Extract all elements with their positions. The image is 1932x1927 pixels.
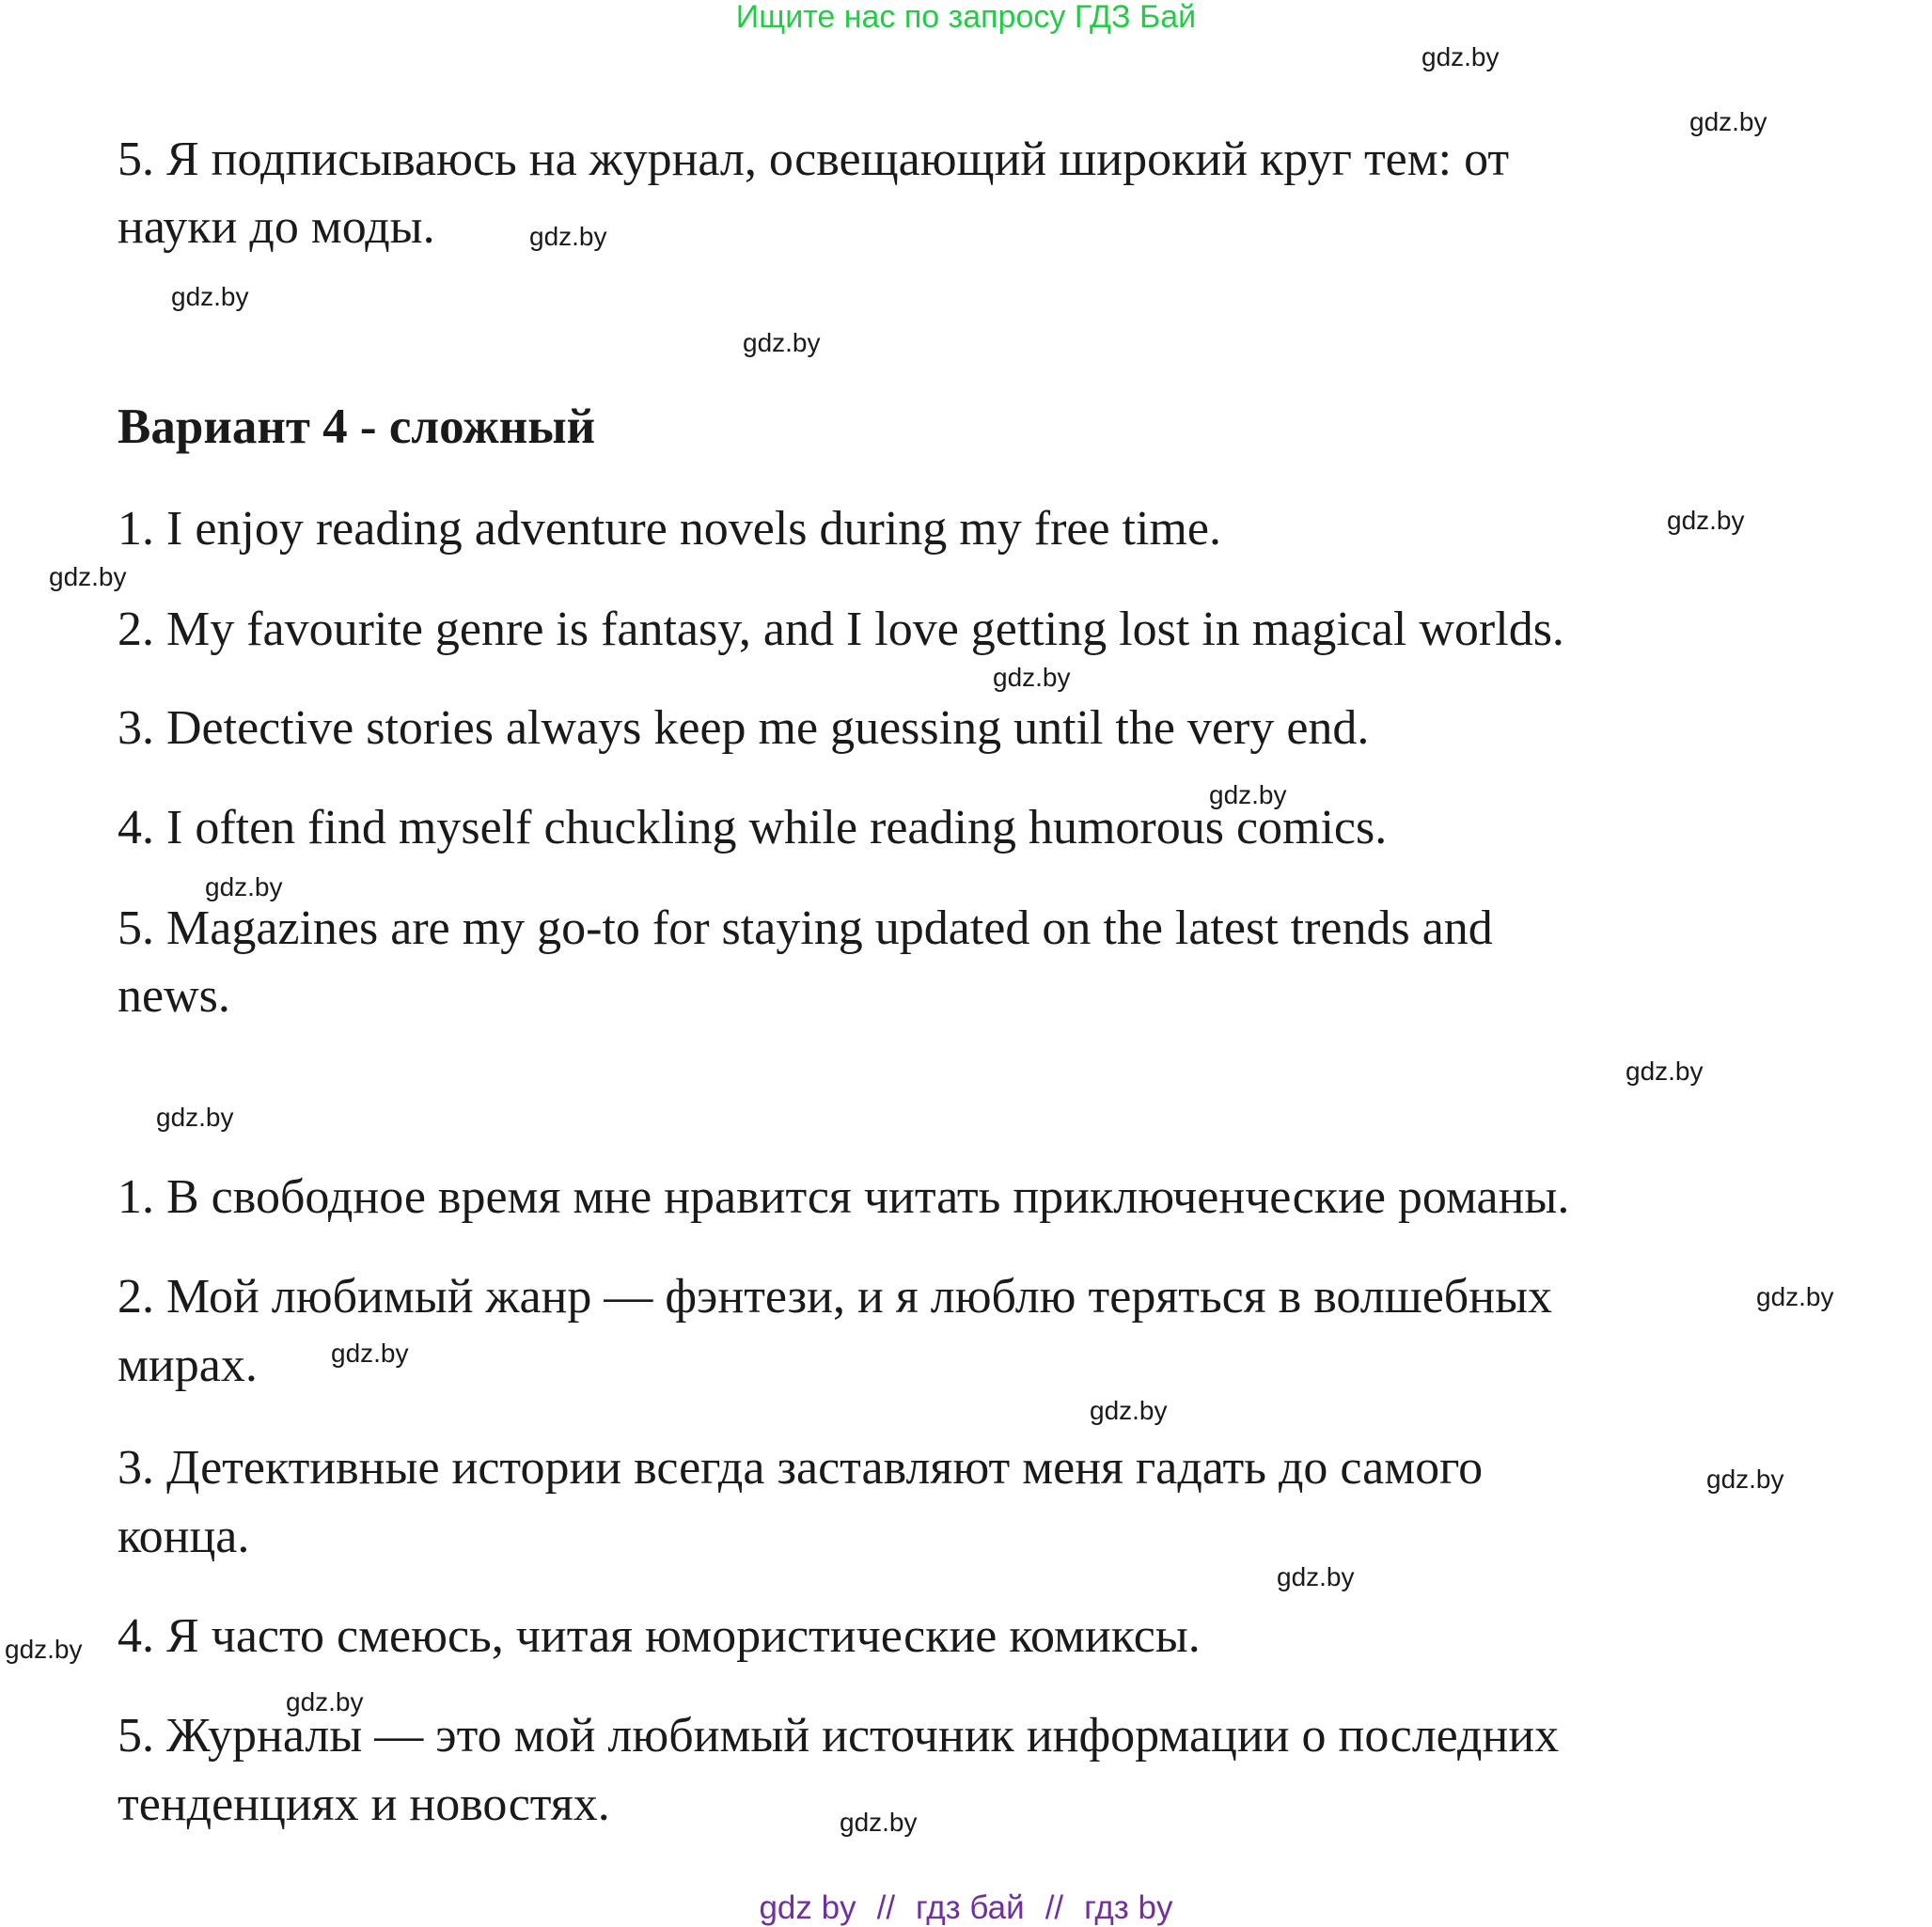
watermark: gdz.by [1667, 506, 1745, 535]
top-banner[interactable]: Ищите нас по запросу ГДЗ Бай [735, 0, 1197, 35]
watermark: gdz.by [286, 1687, 364, 1716]
russian-sentence-5-cont: тенденциях и новостях. [118, 1778, 610, 1831]
watermark: gdz.by [1756, 1282, 1834, 1311]
russian-sentence-1: 1. В свободное время мне нравится читать приключенческие романы. [118, 1170, 1570, 1224]
russian-sentence-5: 5. Журналы — это мой любимый источник информации о последних [118, 1709, 1560, 1762]
watermark: gdz.by [5, 1635, 83, 1664]
english-sentence-2: 2. My favourite genre is fantasy, and I love getting lost in magical worlds. [118, 603, 1564, 656]
russian-sentence-3-cont: конца. [118, 1510, 250, 1563]
watermark: gdz.by [1277, 1562, 1355, 1591]
footer-separator: // [1045, 1889, 1064, 1926]
top-item-line-1: 5. Я подписываюсь на журнал, освещающий широкий круг тем: от [118, 133, 1510, 186]
footer-separator: // [876, 1889, 896, 1926]
watermark: gdz.by [840, 1808, 918, 1837]
russian-sentence-2: 2. Мой любимый жанр — фэнтези, и я люблю теряться в волшебных [118, 1270, 1553, 1324]
russian-sentence-4: 4. Я часто смеюсь, читая юмористические комиксы. [118, 1609, 1201, 1663]
english-sentence-1: 1. I enjoy reading adventure novels during my free time. [118, 502, 1221, 556]
footer-link-gdz-by[interactable]: gdz by [759, 1889, 856, 1926]
watermark: gdz.by [529, 222, 607, 251]
watermark: gdz.by [49, 562, 127, 591]
watermark: gdz.by [156, 1103, 234, 1132]
watermark: gdz.by [1209, 780, 1287, 809]
english-sentence-5: 5. Magazines are my go-to for staying updated on the latest trends and [118, 901, 1493, 955]
footer-link-gdz-by-cyr[interactable]: гдз by [1084, 1889, 1173, 1926]
russian-sentence-3: 3. Детективные истории всегда заставляют меня гадать до самого [118, 1441, 1484, 1495]
watermark: gdz.by [743, 328, 821, 357]
watermark: gdz.by [1422, 42, 1500, 71]
watermark: gdz.by [1706, 1465, 1784, 1494]
watermark: gdz.by [993, 663, 1071, 692]
top-item-line-2: науки до моды. [118, 200, 435, 254]
russian-sentence-2-cont: мирах. [118, 1339, 258, 1392]
section-heading: Вариант 4 - сложный [118, 400, 596, 454]
english-sentence-3: 3. Detective stories always keep me guessing until the very end. [118, 701, 1370, 755]
footer-links [0, 1889, 1932, 1927]
watermark: gdz.by [1626, 1057, 1704, 1086]
watermark: gdz.by [205, 872, 283, 901]
english-sentence-4: 4. I often find myself chuckling while reading humorous comics. [118, 801, 1388, 854]
watermark: gdz.by [171, 282, 249, 311]
footer-link-gdz-bai[interactable]: гдз бай [916, 1889, 1025, 1926]
watermark: gdz.by [331, 1339, 409, 1368]
watermark: gdz.by [1689, 107, 1767, 136]
english-sentence-5-cont: news. [118, 969, 230, 1023]
watermark: gdz.by [1090, 1396, 1168, 1425]
